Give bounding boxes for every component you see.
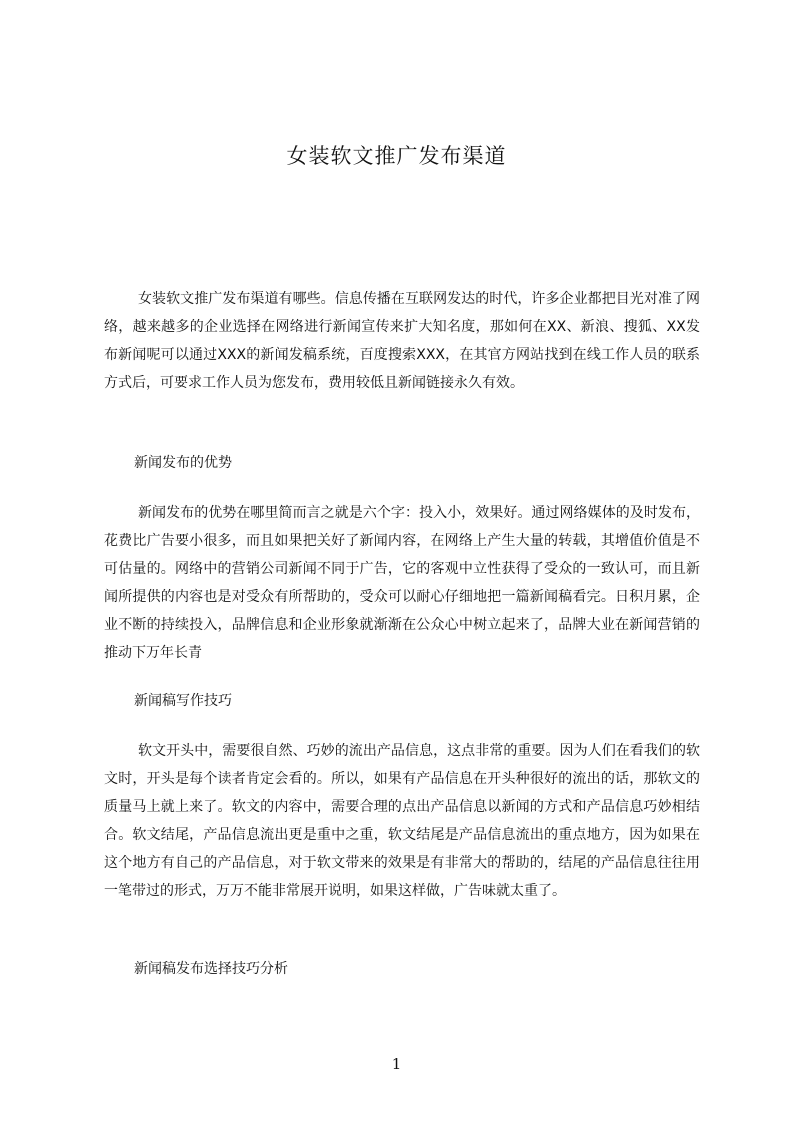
page-number: 1 <box>391 1055 402 1073</box>
section-body-writing-tips: 软文开头中，需要很自然、巧妙的流出产品信息，这点非常的重要。因为人们在看我们的软文时，开头是每个读者肯定会看的。所以，如果有产品信息在开头种很好的流出的话，那软文的质量马上就上来了。软文的内容中，需要合理的点出产品信息以新闻的方式和产品信息巧妙相结合。软文结尾，产品信息流出更是重中之重，软文结尾是产品信息流出的重点地方，因为如果在这个地方有自己的产品信息，对于软文带来的效果是有非常大的帮助的，结尾的产品信息往往用一笔带过的形式，万万不能非常展开说明，如果这样做，广告味就太重了。 <box>104 743 700 899</box>
document-title: 女装软文推广发布渠道 <box>286 144 507 168</box>
section-heading-writing-tips: 新闻稿写作技巧 <box>134 693 232 709</box>
section-heading-publishing-analysis: 新闻稿发布选择技巧分析 <box>134 961 288 977</box>
section-body-advantages: 新闻发布的优势在哪里简而言之就是六个字：投入小，效果好。通过网络媒体的及时发布，花费比广告要小很多，而且如果把关好了新闻内容，在网络上产生大量的转载，其增值价值是不可估量的。网络中的营销公司新闻不同于广告，它的客观中立性获得了受众的一致认可，而且新闻所提供的内容也是对受众有所帮助的，受众可以耐心仔细地把一篇新闻稿看完。日积月累，企业不断的持续投入，品牌信息和企业形象就渐渐在公众心中树立起来了，品牌大业在新闻营销的推动下万年长青 <box>104 505 700 661</box>
intro-paragraph: 女装软文推广发布渠道有哪些。信息传播在互联网发达的时代，许多企业都把目光对准了网络，越来越多的企业选择在网络进行新闻宣传来扩大知名度，那如何在XX、新浪、搜狐、XX发布新闻呢可以通过XXX的新闻发稿系统，百度搜索XXX，在其官方网站找到在线工作人员的联系方式后，可要求工作人员为您发布，费用较低且新闻链接永久有效。 <box>104 291 700 391</box>
section-heading-advantages: 新闻发布的优势 <box>134 455 232 471</box>
